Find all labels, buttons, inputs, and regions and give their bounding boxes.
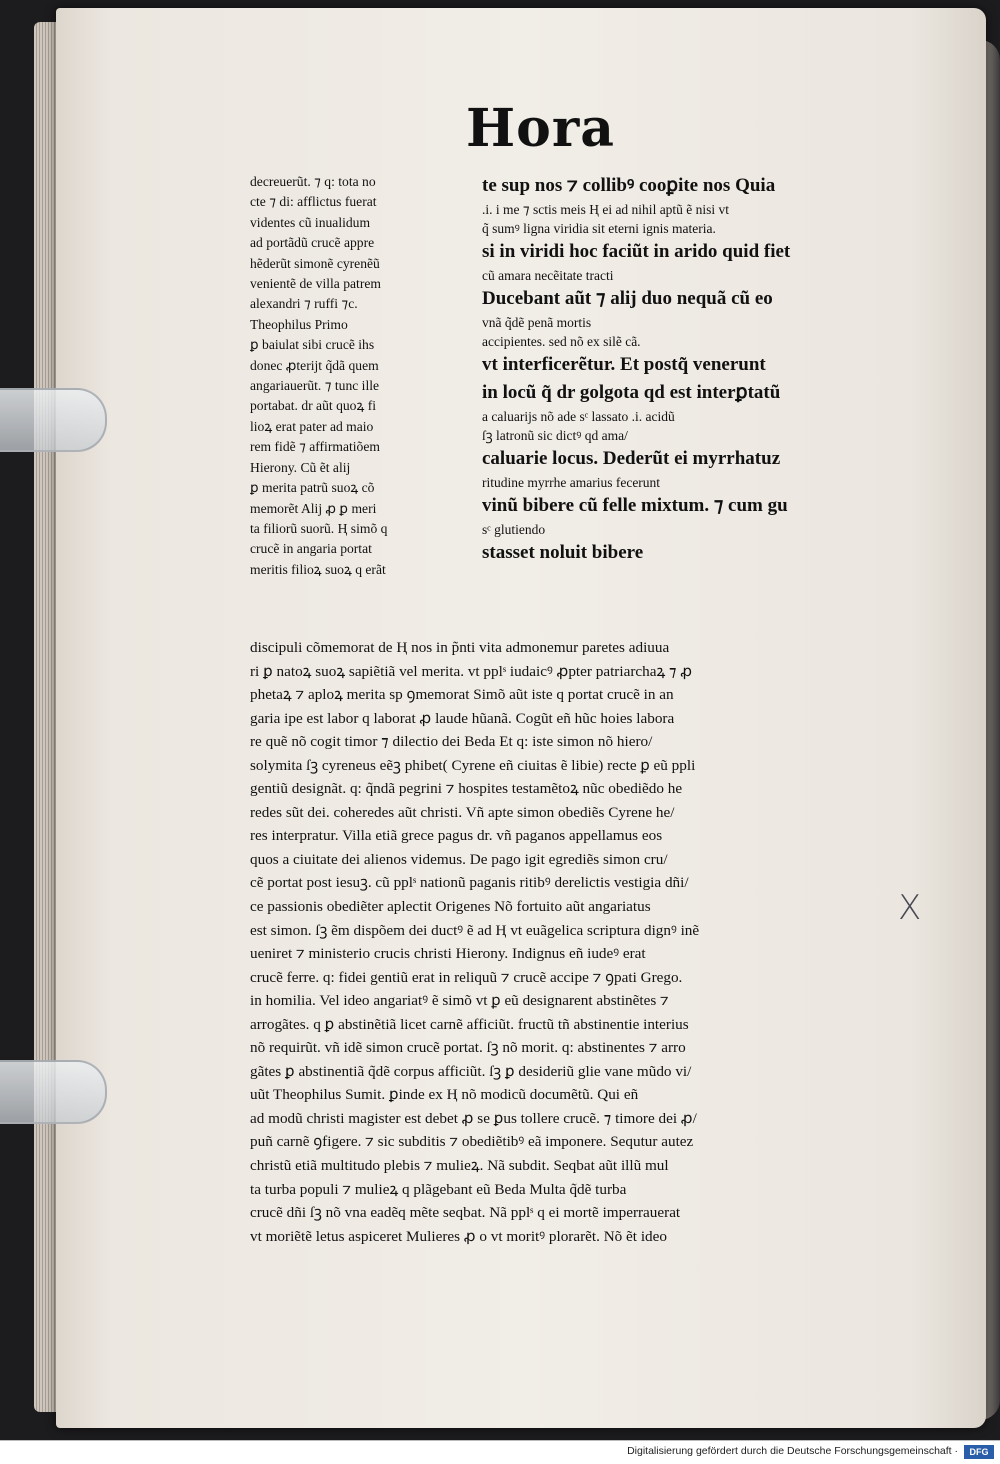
- text-line: ta filiorũ suorũ. Ⱨ simõ q: [250, 520, 388, 536]
- text-line: donec ꝓterijt q̃dã quem: [250, 357, 379, 373]
- text-line: caluarie locus. Dederũt ei myrrhatuz: [482, 448, 781, 469]
- text-line: garia ipe est labor q laborat ꝓ laude hũanã. Cogũt eñ hũc hoies labora: [250, 709, 675, 727]
- text-line: in homilia. Vel ideo angariatꝰ ẽ simõ vt ꝑ eũ designarent abstinẽtes ⁊: [250, 992, 669, 1010]
- running-headword: Hora: [466, 98, 615, 159]
- text-line: hẽderũt simonẽ cyrenẽũ: [250, 255, 380, 271]
- text-line: alexandri ⁊ ruffi ⁊c.: [250, 296, 358, 312]
- text-line: nõ requirũt. vñ idẽ simon crucẽ portat. ſꝫ nõ morit. q: abstinentes ⁊ arro: [250, 1039, 686, 1057]
- text-line: ſꝫ latronũ sic dictꝰ qd ama/: [482, 428, 628, 443]
- text-line: uũt Theophilus Sumit. ꝑinde ex Ⱨ nõ modicũ documẽtũ. Qui eñ: [250, 1086, 639, 1104]
- text-line: redes sũt dei. coheredes aũt christi. Vñ apte simon obediẽs Cyrene he/: [250, 803, 675, 821]
- text-line: vt interficerẽtur. Et postq̃ venerunt: [482, 354, 766, 375]
- text-line: phetaꝝ ⁊ aploꝝ merita sp ꝯmemorat Simõ aũt iste q portat crucẽ in an: [250, 686, 674, 704]
- text-line: in locũ q̃ dr golgota qd est interꝑtatũ: [482, 382, 781, 403]
- text-line: a caluarijs nõ ade sᶜ lassato .i. acidũ: [482, 409, 675, 424]
- dfg-logo: DFG: [964, 1445, 994, 1459]
- text-line: ce passionis obediẽter aplectit Origenes Nõ fortuito aũt angariatus: [250, 898, 651, 916]
- text-line: .i. i me ⁊ sctis meis Ⱨ ei ad nihil aptũ ẽ nisi vt: [482, 202, 730, 217]
- page-clip-upper: [0, 388, 107, 452]
- text-line: crucẽ in angaria portat: [250, 541, 372, 557]
- text-line: memorẽt Alij ꝓ ꝑ meri: [250, 500, 377, 516]
- text-line: lioꝝ erat pater ad maio: [250, 418, 374, 434]
- text-line: ꝑ merita patrũ suoꝝ cõ: [250, 480, 375, 496]
- page-clip-lower: [0, 1060, 107, 1124]
- text-line: portabat. dr aũt quoꝝ fi: [250, 398, 377, 414]
- text-line: solymita ſꝫ cyreneus eẽꝫ phibet( Cyrene eñ ciuitas ẽ libie) recte ꝑ eũ ppli: [250, 756, 696, 774]
- text-line: si in viridi hoc faciũt in arido quid fiet: [482, 241, 791, 262]
- text-line: ꝑ baiulat sibi crucẽ ihs: [250, 337, 375, 353]
- text-line: Hierony. Cũ ẽt alij: [250, 459, 351, 475]
- text-line: ta turba populi ⁊ mulieꝝ q plãgebant eũ Beda Multa q̃dẽ turba: [250, 1180, 627, 1198]
- text-line: res interpratur. Villa etiã grece pagus dr. vñ paganos appellamus eos: [250, 827, 663, 845]
- text-line: ueniret ⁊ ministerio crucis christi Hierony. Indignus eñ iudeꝰ erat: [250, 945, 646, 963]
- text-line: q̃ sumꝰ ligna viridia sit eterni ignis materia.: [482, 221, 716, 236]
- text-line: angariauerũt. ⁊ tunc ille: [250, 378, 380, 394]
- digitization-footer: [0, 1440, 1000, 1464]
- text-line: discipuli cõmemorat de Ⱨ nos in p̃nti vita admonemur paretes adiuua: [250, 639, 670, 656]
- text-line: cte ⁊ di: afflictus fuerat: [250, 194, 377, 210]
- text-line: vinũ bibere cũ felle mixtum. ⁊ cum gu: [482, 495, 788, 516]
- text-line: christũ etiã multitudo plebis ⁊ mulieꝝ. Nã subdit. Seqbat aũt illũ mul: [250, 1157, 669, 1175]
- text-line: quos a ciuitate dei alienos videmus. De pago igit egrediẽs simon cru/: [250, 850, 668, 868]
- text-line: videntes cũ inualidum: [250, 214, 371, 230]
- text-line: meritis filioꝝ suoꝝ q erãt: [250, 561, 386, 577]
- text-line: re quẽ nõ cogit timor ⁊ dilectio dei Beda Et q: iste simon nõ hiero/: [250, 733, 653, 751]
- right-gloss-column: [482, 172, 892, 567]
- text-line: gentiũ designãt. q: q̃ndã pegrini ⁊ hospites testamẽtoꝝ nũc obediẽdo he: [250, 780, 683, 798]
- text-line: cũ amara necẽitate tracti: [482, 268, 614, 283]
- left-commentary-column: [250, 172, 468, 580]
- text-line: ad portãdũ crucẽ appre: [250, 235, 375, 251]
- marginal-mark: X: [898, 888, 922, 928]
- text-line: puñ carnẽ ꝯfigere. ⁊ sic subditis ⁊ obediẽtibꝰ eã imponere. Sequtur autez: [250, 1133, 694, 1151]
- text-line: ritudine myrrhe amarius fecerunt: [482, 475, 661, 490]
- text-line: crucẽ dñi ſꝫ nõ vna eadẽq mẽte seqbat. Nã pplˢ q ei mortẽ imperrauerat: [250, 1204, 681, 1222]
- text-line: arrogãtes. q ꝑ abstinẽtiã licet carnẽ afficiũt. fructũ tñ abstinentie interius: [250, 1015, 689, 1033]
- text-line: vt moriẽtẽ letus aspiceret Mulieres ꝓ o vt moritꝰ plorarẽt. Nõ ẽt ideo: [250, 1227, 667, 1245]
- text-line: venientẽ de villa patrem: [250, 276, 381, 292]
- text-line: ri ꝑ natoꝝ suoꝝ sapiẽtiã vel merita. vt pplˢ iudaicꝰ ꝓpter patriarchaꝝ ⁊ ꝓ: [250, 662, 693, 680]
- main-commentary-text: [250, 636, 890, 1248]
- text-line: stasset noluit bibere: [482, 542, 644, 563]
- text-line: sᶜ glutiendo: [482, 522, 546, 537]
- text-line: cẽ portat post iesuꝫ. cũ pplˢ nationũ paganis ritibꝰ derelictis vestigia dñi/: [250, 874, 689, 892]
- text-line: gãtes ꝑ abstinentiã q̃dẽ corpus afficiũt. ſꝫ ꝑ desideriũ glie vane mũdo vi/: [250, 1062, 692, 1080]
- text-line: est simon. ſꝫ ẽm dispõem dei ductꝰ ẽ ad Ⱨ vt euãgelica scriptura dignꝰ inẽ: [250, 921, 700, 939]
- text-line: Ducebant aũt ⁊ alij duo nequã cũ eo: [482, 288, 773, 309]
- text-line: te sup nos ⁊ collibꝰ cooꝑite nos Quia: [482, 175, 776, 196]
- funding-credit: Digitalisierung gefördert durch die Deutsche Forschungsgemeinschaft ·: [627, 1445, 958, 1457]
- text-line: rem fidẽ ⁊ affirmatiõem: [250, 439, 380, 455]
- text-line: accipientes. sed nõ ex silẽ cã.: [482, 334, 641, 349]
- text-line: ad modũ christi magister est debet ꝓ se ꝑus tollere crucẽ. ⁊ timore dei ꝓ/: [250, 1109, 697, 1127]
- text-line: vnã q̃dẽ penã mortis: [482, 315, 592, 330]
- text-line: crucẽ ferre. q: fidei gentiũ erat in reliquũ ⁊ crucẽ accipe ⁊ ꝯpati Grego.: [250, 968, 683, 986]
- text-line: Theophilus Primo: [250, 316, 348, 332]
- text-line: decreuerũt. ⁊ q: tota no: [250, 174, 376, 189]
